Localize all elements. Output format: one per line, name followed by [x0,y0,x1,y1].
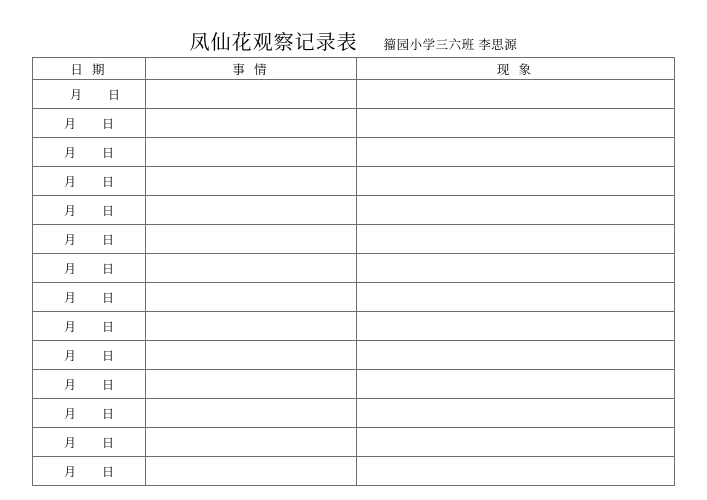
date-month-label: 月 [69,87,82,102]
cell-date[interactable] [33,225,146,254]
cell-phenomenon[interactable] [357,80,675,109]
cell-event[interactable] [146,109,357,138]
cell-event[interactable] [146,399,357,428]
cell-phenomenon[interactable] [357,428,675,457]
cell-date[interactable] [33,167,146,196]
cell-event[interactable] [146,283,357,312]
table-row [33,283,675,312]
cell-date[interactable] [33,341,146,370]
date-day-label: 日 [108,87,121,102]
cell-event[interactable] [146,341,357,370]
date-month-label: 月 [63,464,76,479]
table-row [33,370,675,399]
table-body [33,80,675,486]
date-day-label: 日 [102,174,115,189]
cell-date[interactable] [33,399,146,428]
cell-phenomenon[interactable] [357,370,675,399]
cell-phenomenon[interactable] [357,196,675,225]
table-row [33,341,675,370]
cell-phenomenon[interactable] [357,341,675,370]
cell-event[interactable] [146,254,357,283]
cell-date[interactable] [33,457,146,486]
cell-event[interactable] [146,138,357,167]
record-table-container [32,57,674,486]
table-row [33,399,675,428]
cell-event[interactable] [146,370,357,399]
table-row [33,428,675,457]
date-day-label: 日 [102,261,115,276]
cell-event[interactable] [146,457,357,486]
table-row [33,312,675,341]
date-month-label: 月 [63,348,76,363]
date-month-label: 月 [63,203,76,218]
cell-date[interactable] [33,283,146,312]
cell-event[interactable] [146,80,357,109]
date-day-label: 日 [102,116,115,131]
cell-event[interactable] [146,312,357,341]
cell-event[interactable] [146,428,357,457]
date-day-label: 日 [102,145,115,160]
date-month-label: 月 [63,377,76,392]
cell-phenomenon[interactable] [357,254,675,283]
date-day-label: 日 [102,203,115,218]
cell-phenomenon[interactable] [357,138,675,167]
cell-event[interactable] [146,167,357,196]
date-day-label: 日 [102,406,115,421]
page-title: 凤仙花观察记录表 [189,32,358,54]
date-month-label: 月 [63,290,76,305]
cell-date[interactable] [33,370,146,399]
date-day-label: 日 [102,232,115,247]
table-row [33,167,675,196]
date-day-label: 日 [102,464,115,479]
cell-phenomenon[interactable] [357,167,675,196]
cell-date[interactable] [33,196,146,225]
date-day-label: 日 [102,319,115,334]
cell-date[interactable] [33,80,146,109]
cell-date[interactable] [33,109,146,138]
date-month-label: 月 [63,261,76,276]
column-header-event: 事 情 [146,58,357,80]
date-month-label: 月 [63,145,76,160]
table-header-row [33,58,675,80]
date-month-label: 月 [63,232,76,247]
date-month-label: 月 [63,116,76,131]
date-month-label: 月 [63,319,76,334]
cell-date[interactable] [33,312,146,341]
cell-phenomenon[interactable] [357,283,675,312]
document-header [0,26,707,54]
cell-event[interactable] [146,196,357,225]
cell-event[interactable] [146,225,357,254]
cell-date[interactable] [33,254,146,283]
date-month-label: 月 [63,406,76,421]
cell-date[interactable] [33,428,146,457]
date-day-label: 日 [102,348,115,363]
cell-phenomenon[interactable] [357,399,675,428]
column-header-date: 日 期 [33,58,146,80]
date-month-label: 月 [63,435,76,450]
column-header-phenomenon: 现 象 [357,58,675,80]
observation-record-table [32,57,675,486]
table-row [33,457,675,486]
cell-phenomenon[interactable] [357,457,675,486]
table-row [33,138,675,167]
cell-date[interactable] [33,138,146,167]
document-byline: 籀园小学三六班 李思源 [383,38,518,52]
cell-phenomenon[interactable] [357,109,675,138]
date-month-label: 月 [63,174,76,189]
date-day-label: 日 [102,290,115,305]
cell-phenomenon[interactable] [357,225,675,254]
table-row [33,80,675,109]
cell-phenomenon[interactable] [357,312,675,341]
table-row [33,109,675,138]
date-day-label: 日 [102,377,115,392]
table-row [33,196,675,225]
table-row [33,225,675,254]
table-row [33,254,675,283]
date-day-label: 日 [102,435,115,450]
